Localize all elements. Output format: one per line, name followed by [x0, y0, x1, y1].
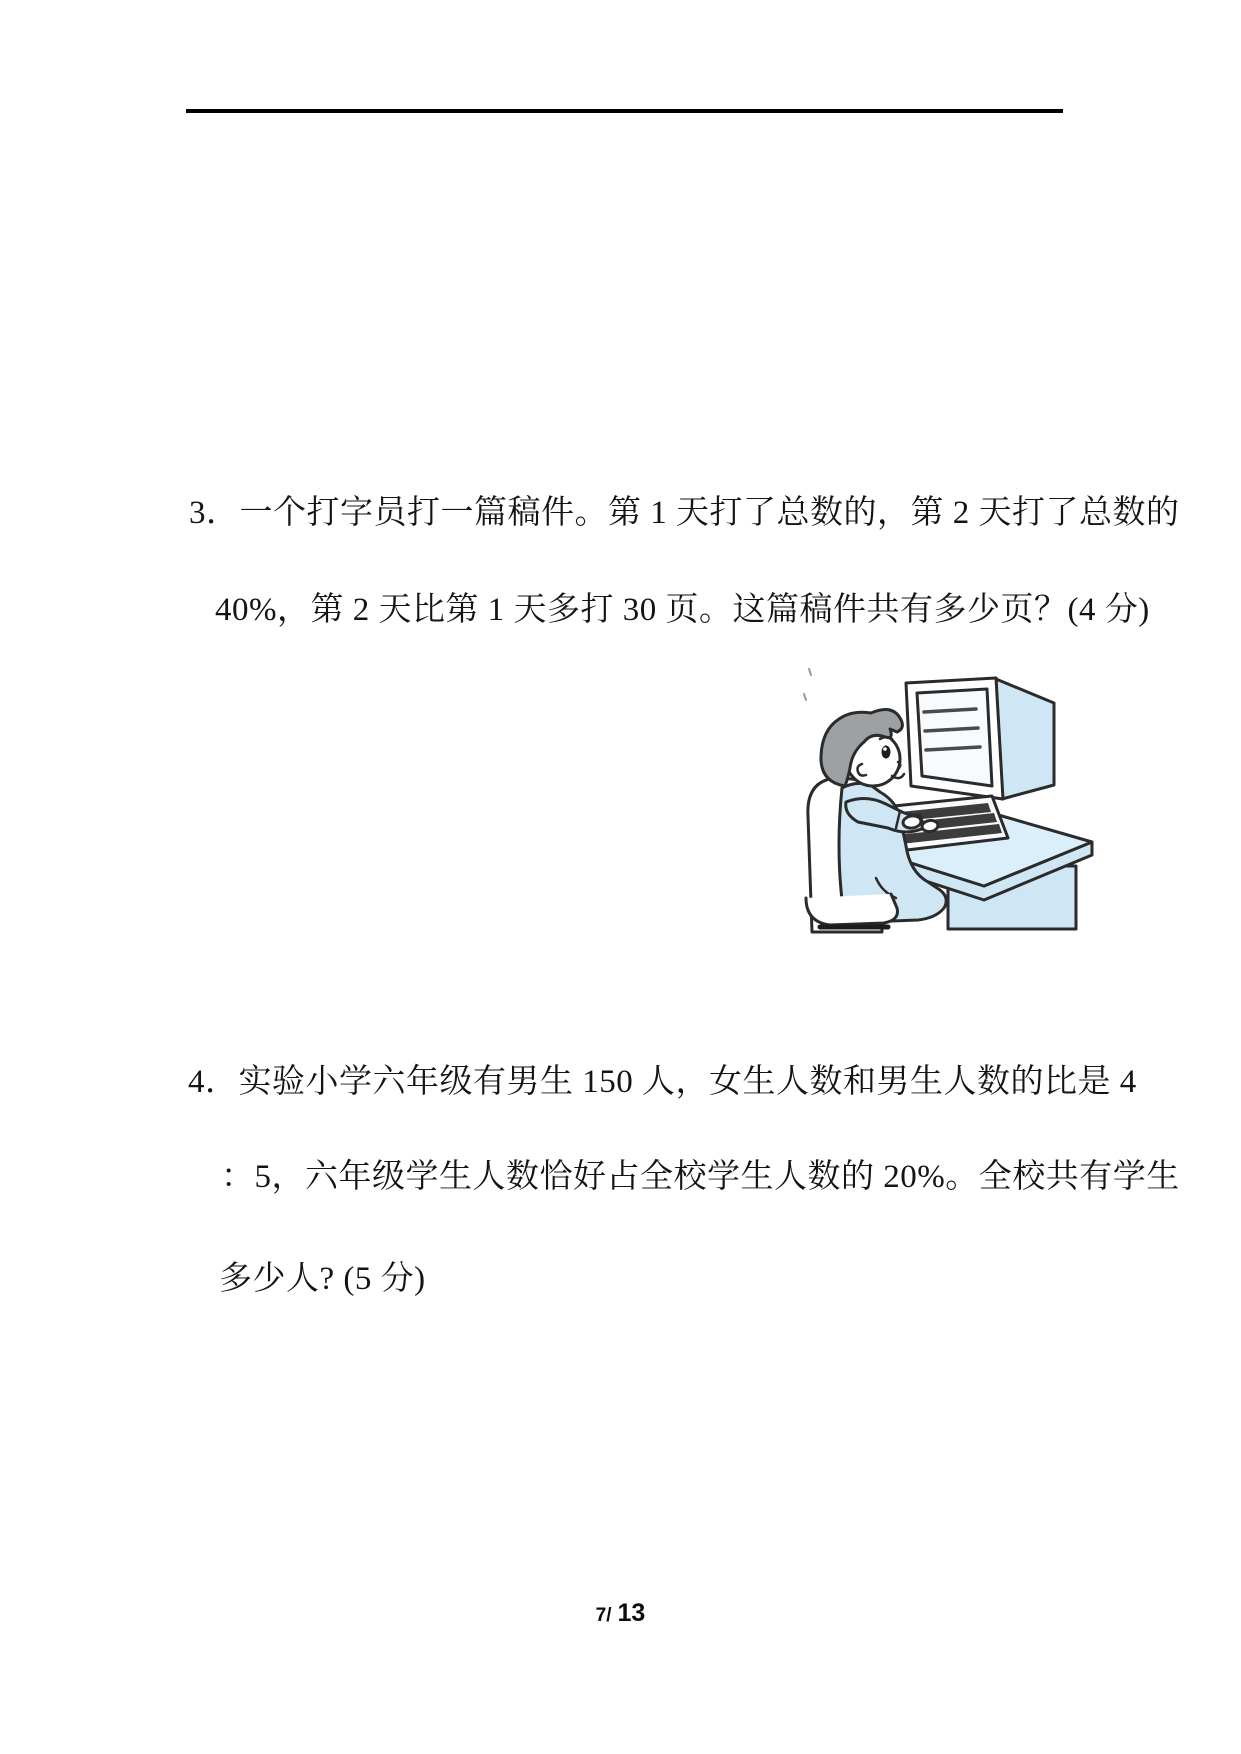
page-number-current: 7 [595, 1605, 607, 1626]
illustration-boy-typing-at-computer [795, 664, 1095, 936]
chair-seat [806, 894, 897, 927]
monitor-icon [906, 678, 1054, 799]
boy-typing-illustration-svg [795, 664, 1095, 936]
page-number-total: 13 [617, 1599, 646, 1627]
question-4-line-2: ：5，六年级学生人数恰好占全校学生人数的 20%。全校共有学生 [221, 1159, 1180, 1195]
header-divider [186, 109, 1063, 113]
question-4-line-1: 4．实验小学六年级有男生 150 人，女生人数和男生人数的比是 4 [188, 1064, 1137, 1100]
question-4-line-3: 多少人? (5 分) [219, 1261, 426, 1297]
page-number-separator: / [606, 1605, 612, 1626]
speck-marks [804, 669, 811, 700]
question-3-line-1: 3．一个打字员打一篇稿件。第 1 天打了总数的，第 2 天打了总数的 [189, 495, 1180, 531]
page-footer [0, 1599, 1241, 1628]
question-3-line-2: 40%，第 2 天比第 1 天多打 30 页。这篇稿件共有多少页？(4 分) [215, 592, 1150, 628]
